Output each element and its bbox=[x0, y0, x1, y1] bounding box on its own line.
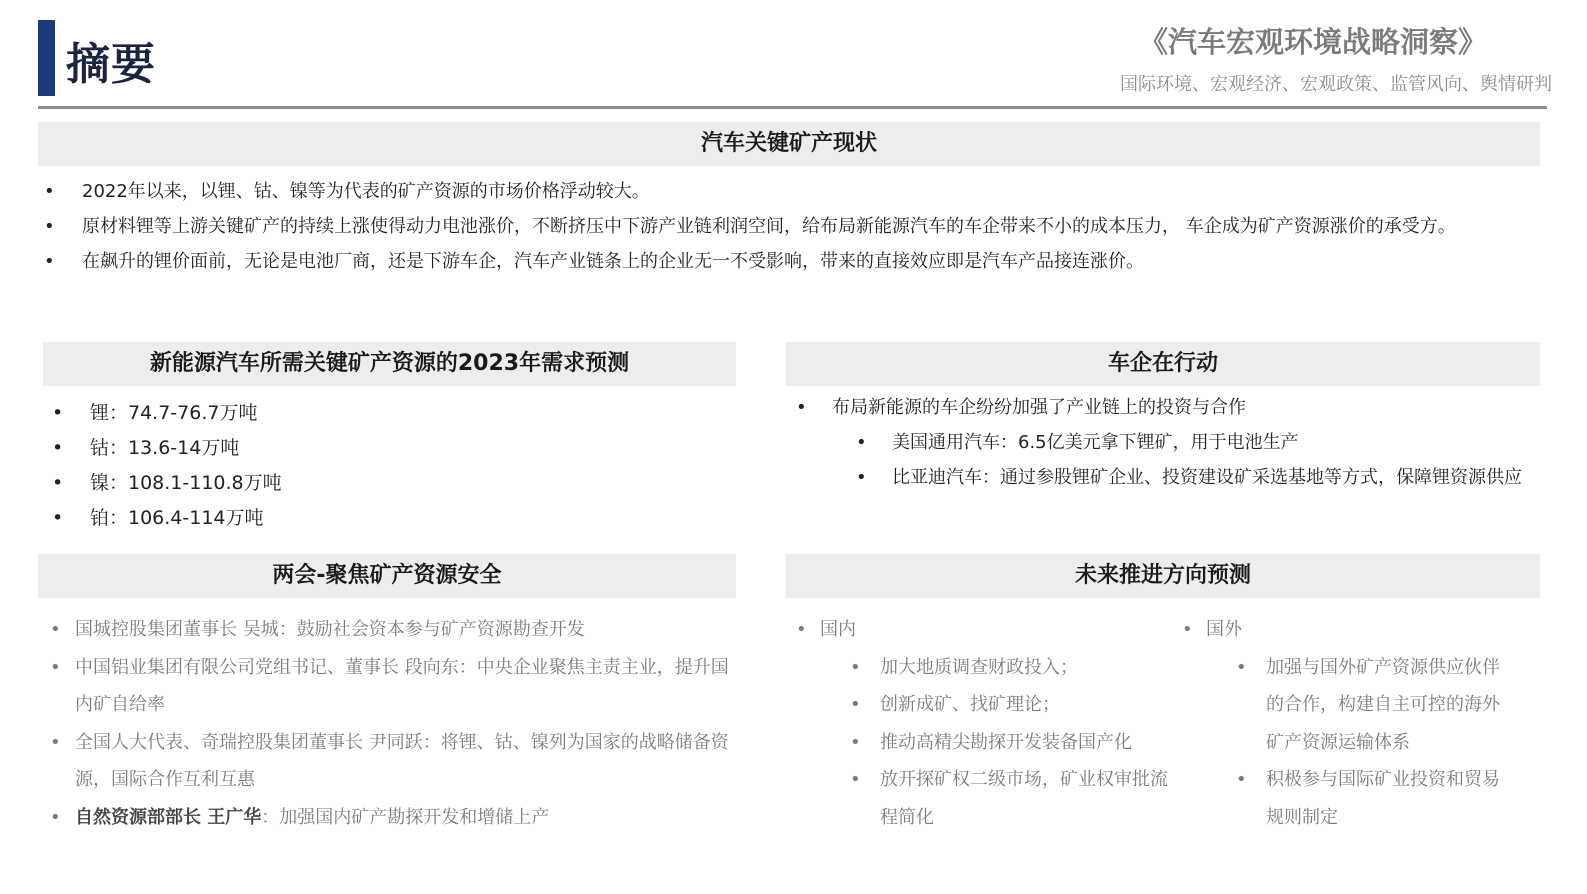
future-section-heading: 未来推进方向预测 bbox=[786, 554, 1540, 598]
header-divider bbox=[38, 106, 1547, 109]
foreign-label: 国外 bbox=[1206, 619, 1242, 640]
title-accent-bar bbox=[38, 20, 55, 96]
list-item: • 放开探矿权二级市场，矿业权审批流程简化 bbox=[850, 761, 1170, 836]
list-item: • 推动高精尖勘探开发装备国产化 bbox=[850, 724, 1170, 762]
list-item bbox=[1176, 611, 1516, 836]
two-sessions-section-heading: 两会-聚焦矿产资源安全 bbox=[38, 554, 736, 598]
list-item: • 加强与国外矿产资源供应伙伴的合作，构建自主可控的海外矿产资源运输体系 bbox=[1236, 649, 1516, 762]
page-title: 摘要 bbox=[66, 39, 156, 90]
future-domestic-list bbox=[790, 611, 1170, 836]
document-subtitle: 国际环境、宏观经济、宏观政策、监管风向、舆情研判 bbox=[1120, 74, 1552, 95]
action-list bbox=[790, 390, 1530, 495]
list-item: • 创新成矿、找矿理论； bbox=[850, 686, 1170, 724]
list-item: • 原材料锂等上游关键矿产的持续上涨使得动力电池涨价，不断挤压中下游产业链利润空间，给布局新能源汽车的车企带来不小的成本压力， 车企成为矿产资源涨价的承受方。 bbox=[40, 209, 1530, 244]
document-title: 《汽车宏观环境战略洞察》 bbox=[1138, 25, 1487, 59]
demand-section-heading: 新能源汽车所需关键矿产资源的2023年需求预测 bbox=[43, 342, 736, 386]
list-item: • 中国铝业集团有限公司党组书记、董事长 段向东：中央企业聚焦主责主业，提升国内矿自给率 bbox=[44, 649, 734, 724]
list-item: • 积极参与国际矿业投资和贸易规则制定 bbox=[1236, 761, 1516, 836]
list-item bbox=[790, 390, 1530, 495]
foreign-sublist bbox=[1236, 649, 1516, 837]
domestic-label: 国内 bbox=[820, 619, 856, 640]
list-item: • 美国通用汽车：6.5亿美元拿下锂矿，用于电池生产 bbox=[850, 425, 1530, 460]
list-item: • 在飙升的锂价面前，无论是电池厂商，还是下游车企，汽车产业链条上的企业无一不受影响，带来的直接效应即是汽车产品接连涨价。 bbox=[40, 244, 1530, 279]
status-list bbox=[40, 174, 1530, 279]
list-item: • 2022年以来，以锂、钴、镍等为代表的矿产资源的市场价格浮动较大。 bbox=[40, 174, 1530, 209]
two-sessions-list bbox=[44, 611, 734, 836]
list-item: • 加大地质调查财政投入； bbox=[850, 649, 1170, 687]
list-item bbox=[44, 799, 734, 837]
demand-list bbox=[48, 396, 282, 536]
list-item: • 锂：74.7-76.7万吨 bbox=[48, 396, 282, 431]
speaker-name: 自然资源部部长 王广华 bbox=[75, 806, 262, 828]
future-foreign-list bbox=[1176, 611, 1516, 836]
list-item bbox=[790, 611, 1170, 836]
list-item: • 钴：13.6-14万吨 bbox=[48, 431, 282, 466]
status-section-heading: 汽车关键矿产现状 bbox=[38, 122, 1540, 166]
action-intro: 布局新能源的车企纷纷加强了产业链上的投资与合作 bbox=[832, 397, 1246, 418]
action-sublist bbox=[850, 425, 1530, 495]
list-item: • 全国人大代表、奇瑞控股集团董事长 尹同跃：将锂、钴、镍列为国家的战略储备资源，国际合作互利互惠 bbox=[44, 724, 734, 799]
list-item: • 国城控股集团董事长 吴城：鼓励社会资本参与矿产资源勘查开发 bbox=[44, 611, 734, 649]
speaker-quote: ：加强国内矿产勘探开发和增储上产 bbox=[261, 806, 550, 828]
list-item: • 铂：106.4-114万吨 bbox=[48, 501, 282, 536]
action-section-heading: 车企在行动 bbox=[786, 342, 1540, 386]
list-item: • 比亚迪汽车：通过参股锂矿企业、投资建设矿采选基地等方式，保障锂资源供应 bbox=[850, 460, 1530, 495]
list-item: • 镍：108.1-110.8万吨 bbox=[48, 466, 282, 501]
domestic-sublist bbox=[850, 649, 1170, 837]
